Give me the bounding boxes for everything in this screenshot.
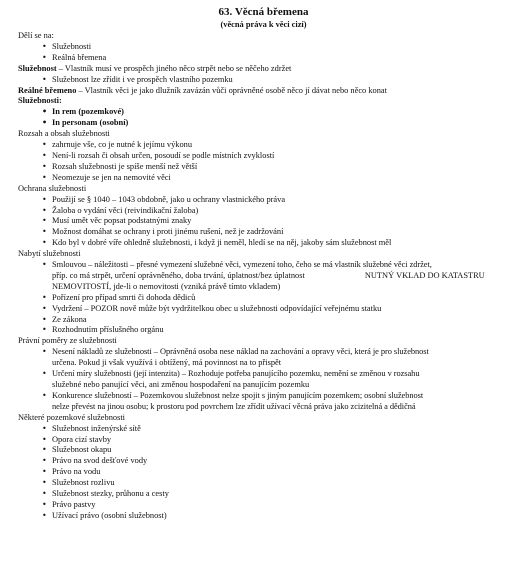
list-item: • Služebnosti [42,42,509,53]
sluzebnosti-types-list [18,107,509,129]
list-item-in-personam: • In personam (osobní) [42,118,509,129]
list-item: • zahrnuje vše, co je nutné k jejímu výkonu [42,140,509,151]
list-item: • Neomezuje se jen na nemovité věci [42,173,509,184]
pravni-pomery-heading: Právní poměry ze služebnosti [18,336,117,346]
nabyti-list [18,260,509,336]
realne-bremeno-definition [18,86,509,97]
list-item: • Pořízení pro případ smrti či dohoda dědiců [42,293,509,304]
list-item: • Právo na svod dešťové vody [42,456,509,467]
deli-intro: Dělí se na: [18,31,54,40]
list-item [42,369,509,391]
list-item: • Reálná břemena [42,53,509,64]
list-item: • Kdo byl v dobré víře ohledně služebnosti, i když ji neměl, hledí se na něj, jakoby sám služebnost měl [42,238,509,249]
text-line: • Nesení nákladů ze služebnosti – Oprávněná osoba nese náklad na zachování a opravy věci, která je pro služebnost [52,347,429,357]
list-item: • Vydržení – POZOR nově může být vydržitelkou obec u služebnosti odpovídající veřejnému statku [42,304,509,315]
text-line: nelze převést na jinou osobu; k prostoru pod povrchem lze zřídit užívací věcná práva jako zcizitelná a dědičná [52,401,416,411]
deli-list [18,42,509,64]
list-item: • Služebnost stezky, průhonu a cesty [42,489,509,500]
nabyti-heading: Nabytí služebnosti [18,249,81,259]
list-item [42,391,509,413]
document-title: 63. Věcná břemena [218,6,309,18]
list-item: • Rozsah služebnosti je spíše menší než větší [42,162,509,173]
text-line [52,271,509,282]
text-span-vklad: NUTNÝ VKLAD DO KATASTRU [364,270,485,280]
ochrana-list [18,195,509,250]
list-item: • Možnost domáhat se ochrany i proti jinému rušení, než je zadržování [42,227,509,238]
list-item: • Právo pastvy [42,500,509,511]
text-line: • Smlouvou – náležitosti – přesné vymezení služebné věci, vymezení toho, čeho se má vlastník služebné věci zdržet, [52,260,432,270]
text-span: příp. co má strpět, určení oprávněného, doba trvání, úplatnost/bez úplatnost [52,270,305,280]
text-line: služebné nebo panující věci, ani změnou hospodaření na panujícím pozemku [52,380,310,389]
list-item: • Služebnost inženýrské sítě [42,424,509,435]
list-item: • Musí umět věc popsat podstatnými znaky [42,216,509,227]
list-item-smlouvou [42,260,509,293]
pravni-pomery-list [18,347,509,412]
ochrana-heading: Ochrana služebnosti [18,183,87,193]
sluzebnost-definition [18,64,509,75]
document-subtitle: (věcná práva k věci cizí) [220,20,307,29]
sluzebnost-label: Služebnost [18,63,57,73]
sluzebnost-text: – Vlastník musí ve prospěch jiného něco strpět nebo se něčeho zdržet [56,63,292,73]
text-line: • Konkurence služebností – Pozemkovou služebnost nelze spojit s jiným panujícím pozemkem; osobní služebnost [52,390,424,400]
list-item: • Právo na vodu [42,467,509,478]
nektere-list [18,424,509,522]
rozsah-list [18,140,509,184]
list-item: • Žaloba o vydání věci (reivindikační žaloba) [42,206,509,217]
list-item: • Služebnost rozlivu [42,478,509,489]
list-item-in-rem: • In rem (pozemkové) [42,107,509,118]
sluzebnosti-heading: Služebnosti: [18,96,62,106]
list-item: • Použijí se § 1040 – 1043 obdobně, jako u ochrany vlastnického práva [42,195,509,206]
list-item: • Ze zákona [42,315,509,326]
list-item [42,347,509,369]
text-line: určena. Pokud ji však využívá i obtížený, má povinnost na to přispět [52,358,282,368]
list-item: • Užívací právo (osobní služebnost) [42,511,509,522]
realne-bremeno-label: Reálné břemeno [18,85,77,95]
list-item: • Není-li rozsah či obsah určen, posoudí se podle místních zvyklostí [42,151,509,162]
nektere-heading: Některé pozemkové služebnosti [18,412,125,422]
rozsah-heading: Rozsah a obsah služebnosti [18,129,110,139]
list-item: • Služebnost okapu [42,445,509,456]
text-line: • Určení míry služebnosti (její intenzita) – Rozhoduje potřeba panujícího pozemku, nemění se změnou v rozsahu [52,369,420,379]
list-item: • Rozhodnutím příslušného orgánu [42,325,509,336]
text-line: NEMOVITOSTÍ, jde-li o nemovitosti (vzniká právě tímto vkladem) [52,281,281,291]
sluzebnost-list [18,75,509,86]
realne-bremeno-text: – Vlastník věci je jako dlužník zavázán vůči oprávněné osobě něco jí dávat nebo něco konat [76,85,387,95]
list-item: • Opora cizí stavby [42,435,509,446]
list-item: • Služebnost lze zřídit i ve prospěch vlastního pozemku [42,75,509,86]
